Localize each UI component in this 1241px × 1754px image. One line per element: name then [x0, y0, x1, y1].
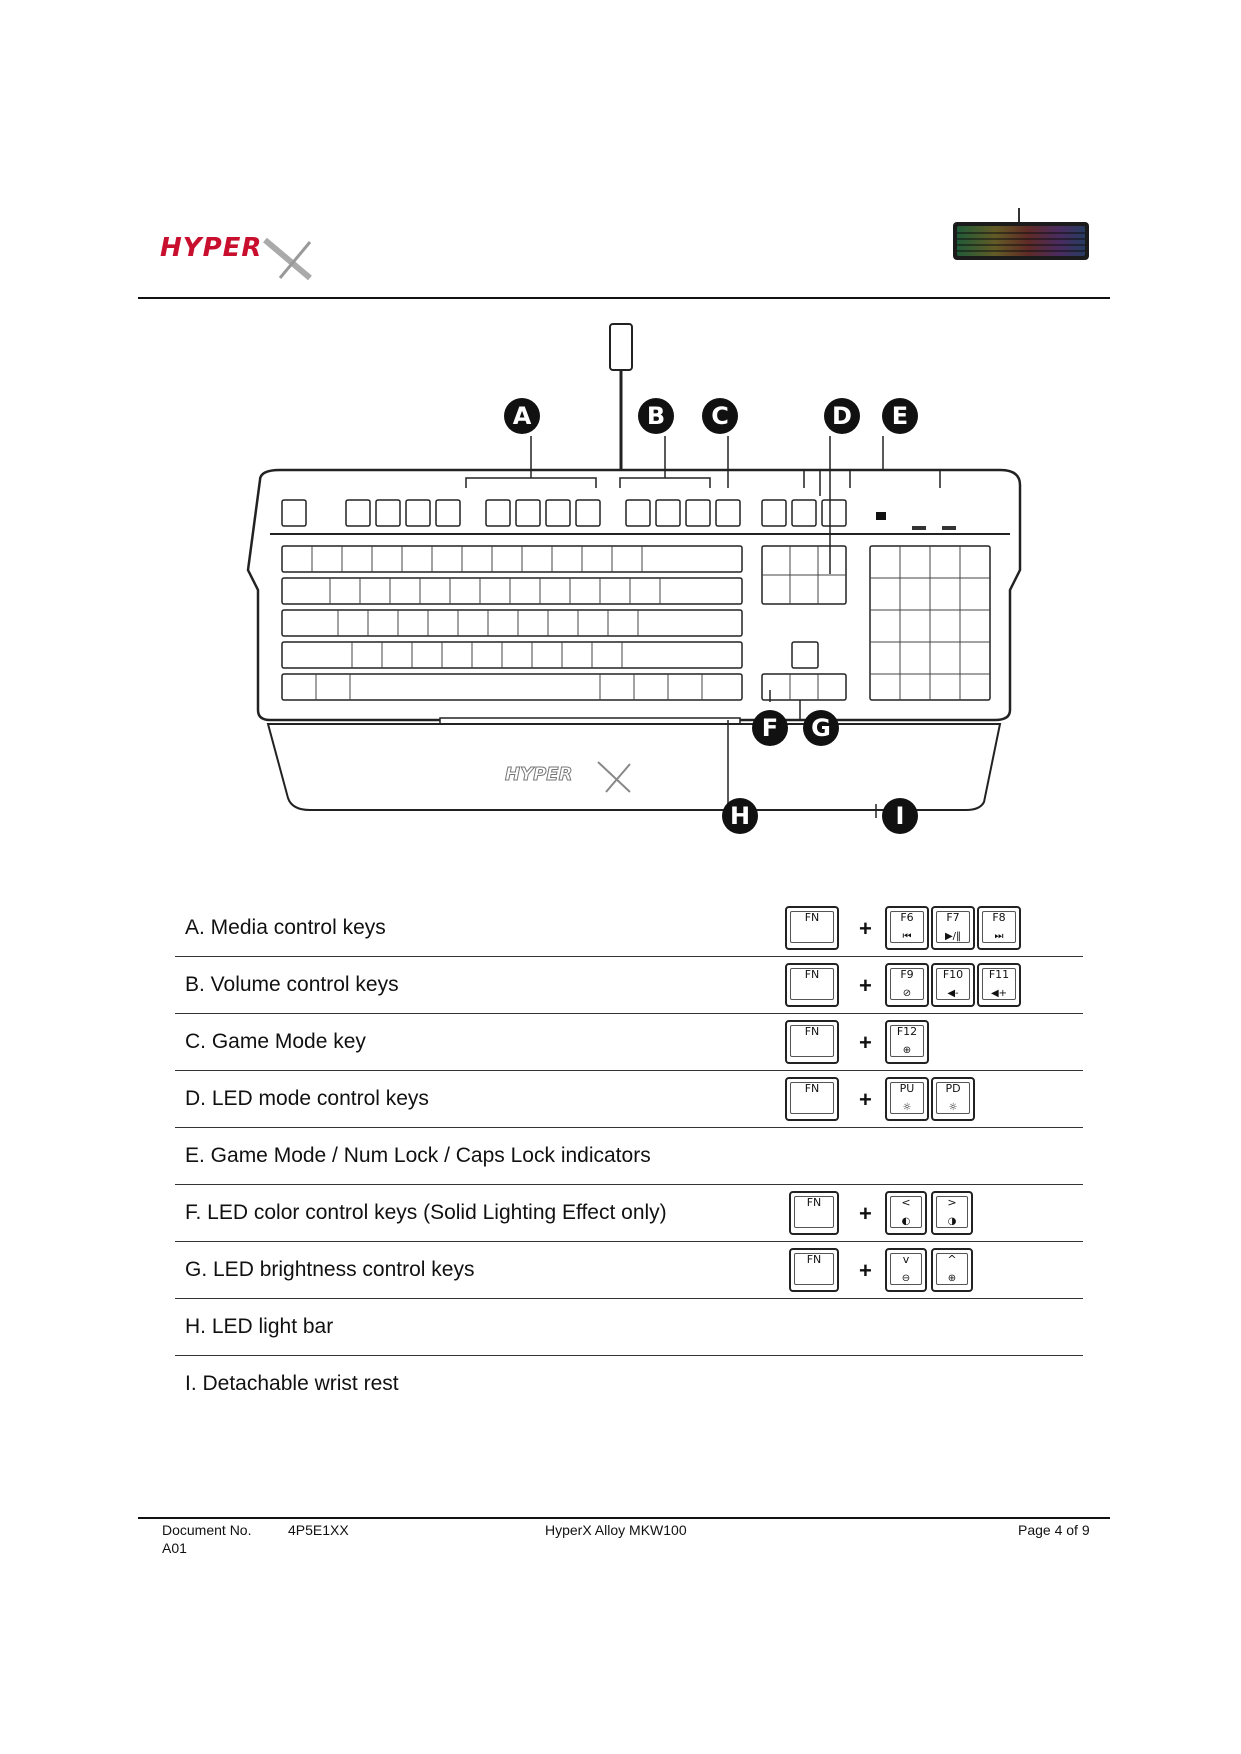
doc-revision: A01	[162, 1540, 187, 1556]
plus-sign: +	[859, 1201, 872, 1226]
footer-rule	[138, 1517, 1110, 1519]
keyboard-diagram	[240, 320, 1040, 860]
key: F12 ⊕	[885, 1020, 929, 1064]
plus-sign: +	[859, 916, 872, 941]
doc-number: 4P5E1XX	[288, 1522, 349, 1538]
legend-row	[175, 1128, 1083, 1185]
fn-key: FN	[785, 963, 839, 1007]
key: > ◑	[931, 1191, 973, 1235]
callout-e: E	[882, 398, 918, 434]
callout-d: D	[824, 398, 860, 434]
fn-key: FN	[785, 906, 839, 950]
header-rule	[138, 297, 1110, 299]
legend-label: B. Volume control keys	[185, 973, 399, 996]
legend-row	[175, 1071, 1083, 1128]
callout-i: I	[882, 798, 918, 834]
key: v ⊖	[885, 1248, 927, 1292]
key: PU ☼	[885, 1077, 929, 1121]
svg-text:HYPER: HYPER	[505, 764, 573, 785]
legend-label: A. Media control keys	[185, 916, 386, 939]
plus-sign: +	[859, 1087, 872, 1112]
callout-g: G	[803, 710, 839, 746]
key: F8 ⏭	[977, 906, 1021, 950]
key: F6 ⏮	[885, 906, 929, 950]
fn-key: FN	[789, 1191, 839, 1235]
plus-sign: +	[859, 973, 872, 998]
key: PD ☼	[931, 1077, 975, 1121]
key: F9 ⊘	[885, 963, 929, 1007]
key: F7 ▶/‖	[931, 906, 975, 950]
legend-row	[175, 1014, 1083, 1071]
legend-label: C. Game Mode key	[185, 1030, 366, 1053]
legend-label: D. LED mode control keys	[185, 1087, 429, 1110]
callout-f: F	[752, 710, 788, 746]
fn-key: FN	[785, 1077, 839, 1121]
callout-a: A	[504, 398, 540, 434]
legend-row	[175, 1356, 1083, 1412]
legend-label: I. Detachable wrist rest	[185, 1372, 399, 1395]
callout-b: B	[638, 398, 674, 434]
page-number: Page 4 of 9	[1018, 1522, 1090, 1538]
plus-sign: +	[859, 1030, 872, 1055]
hyperx-logo	[160, 228, 330, 286]
fn-key: FN	[789, 1248, 839, 1292]
svg-text:HYPER: HYPER	[160, 233, 263, 263]
legend-label: E. Game Mode / Num Lock / Caps Lock indicators	[185, 1144, 651, 1167]
product-name: HyperX Alloy MKW100	[545, 1522, 687, 1538]
legend-table	[175, 900, 1083, 1412]
callout-h: H	[722, 798, 758, 834]
key: F10 ◀-	[931, 963, 975, 1007]
legend-row	[175, 1185, 1083, 1242]
legend-row	[175, 957, 1083, 1014]
key: < ◐	[885, 1191, 927, 1235]
legend-label: H. LED light bar	[185, 1315, 334, 1338]
key: ^ ⊕	[931, 1248, 973, 1292]
legend-row	[175, 1242, 1083, 1299]
keyboard-outline	[240, 320, 1040, 860]
key: F11 ◀+	[977, 963, 1021, 1007]
doc-number-label: Document No.	[162, 1522, 252, 1538]
fn-key: FN	[785, 1020, 839, 1064]
legend-row	[175, 1299, 1083, 1356]
plus-sign: +	[859, 1258, 872, 1283]
legend-label: G. LED brightness control keys	[185, 1258, 475, 1281]
keyboard-thumbnail	[953, 208, 1093, 264]
callout-c: C	[702, 398, 738, 434]
legend-label: F. LED color control keys (Solid Lighting Effect only)	[185, 1201, 667, 1224]
legend-row	[175, 900, 1083, 957]
